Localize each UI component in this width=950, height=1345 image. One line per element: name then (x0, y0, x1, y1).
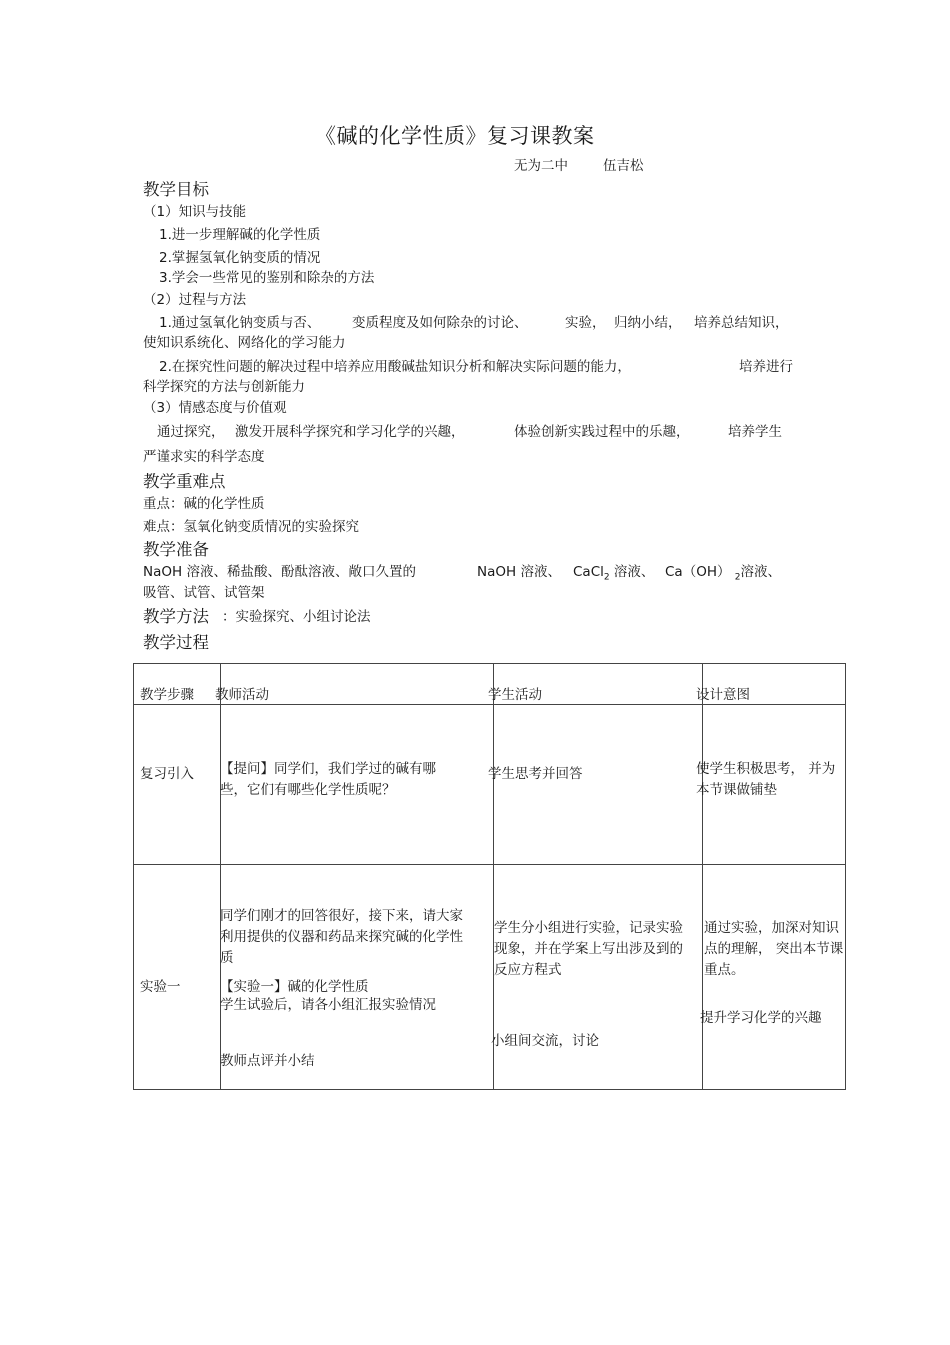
goals-item-3-1a: 通过探究， (157, 424, 225, 440)
document-title: 《碱的化学性质》复习课教案 (315, 124, 595, 148)
row2-teacher-experiment: 【实验一】碱的化学性质 (220, 979, 369, 995)
goals-item-2-1a: 1.通过氢氧化钠变质与否、 (159, 315, 321, 331)
school-name: 无为二中 (514, 158, 568, 174)
goals-section-1: （1）知识与技能 (143, 204, 247, 220)
row2-intent-understand: 通过实验，加深对知识点的理解， 突出本节课重点。 (704, 920, 844, 978)
row2-teacher-summary: 教师点评并小结 (220, 1053, 315, 1069)
row2-teacher-report: 学生试验后，请各小组汇报实验情况 (220, 997, 436, 1013)
row2-step: 实验一 (140, 979, 181, 995)
row2-teacher-intro: 同学们刚才的回答很好，接下来，请大家利用提供的仪器和药品来探究碱的化学性质 (220, 908, 463, 966)
goals-item-2-1f: 使知识系统化、网络化的学习能力 (143, 335, 346, 351)
key-focus: 重点：碱的化学性质 (143, 496, 265, 512)
row2-intent-interest: 提升学习化学的兴趣 (700, 1010, 822, 1026)
prep-text-caoh2: Ca（OH） $_2$溶液、 (665, 564, 782, 583)
goals-item-3-1e: 严谨求实的科学态度 (143, 449, 265, 465)
goals-item-2-2b: 培养进行 (739, 359, 793, 375)
prep-text-g: 吸管、试管、试管架 (143, 585, 265, 601)
row1-student: 学生思考并回答 (488, 766, 583, 782)
table-header-step: 教学步骤 (140, 687, 194, 703)
goals-item-1-1: 1.进一步理解碱的化学性质 (159, 227, 321, 243)
row2-student-experiment: 学生分小组进行实验，记录实验现象，并在学案上写出涉及到的反应方程式 (494, 920, 683, 978)
method-heading: 教学方法 (143, 607, 209, 626)
goals-item-3-1d: 培养学生 (728, 424, 782, 440)
row2-student-discuss: 小组间交流，讨论 (491, 1033, 599, 1049)
goals-item-2-1c: 实验， (565, 315, 606, 331)
goals-item-2-1b: 变质程度及如何除杂的讨论、 (352, 315, 528, 331)
goals-item-3-1c: 体验创新实践过程中的乐趣， (514, 424, 690, 440)
goals-item-3-1b: 激发开展科学探究和学习化学的兴趣， (235, 424, 465, 440)
prep-text-cacl2: CaCl$_2$ 溶液、 (573, 564, 655, 583)
process-heading: 教学过程 (143, 633, 209, 652)
goals-item-1-2: 2.掌握氢氧化钠变质的情况 (159, 250, 321, 266)
prep-text-a: NaOH 溶液、稀盐酸、酚酞溶液、敞口久置的 (143, 564, 416, 580)
prep-text-b: NaOH 溶液、 (477, 564, 561, 580)
table-header-teacher: 教师活动 (215, 687, 269, 703)
row1-intent: 使学生积极思考， 并为本节课做铺垫 (696, 761, 836, 798)
table-header-intent: 设计意图 (696, 687, 750, 703)
goals-item-2-2c: 科学探究的方法与创新能力 (143, 379, 305, 395)
goals-section-3: （3）情感态度与价值观 (143, 400, 287, 416)
row1-teacher: 【提问】同学们，我们学过的碱有哪些，它们有哪些化学性质呢？ (220, 761, 436, 798)
method-text: ：实验探究、小组讨论法 (222, 609, 371, 625)
goals-heading: 教学目标 (143, 180, 209, 199)
goals-item-2-1e: 培养总结知识， (694, 315, 789, 331)
row1-step: 复习引入 (140, 766, 194, 782)
prep-heading: 教学准备 (143, 540, 209, 559)
goals-item-2-1d: 归纳小结， (614, 315, 682, 331)
key-heading: 教学重难点 (143, 472, 226, 491)
goals-item-2-2a: 2.在探究性问题的解决过程中培养应用酸碱盐知识分析和解决实际问题的能力， (159, 359, 631, 375)
goals-section-2: （2）过程与方法 (143, 292, 247, 308)
key-difficulty: 难点：氢氧化钠变质情况的实验探究 (143, 519, 359, 535)
author-name: 伍吉松 (603, 158, 644, 174)
goals-item-1-3: 3.学会一些常见的鉴别和除杂的方法 (159, 270, 375, 286)
table-header-student: 学生活动 (488, 687, 542, 703)
